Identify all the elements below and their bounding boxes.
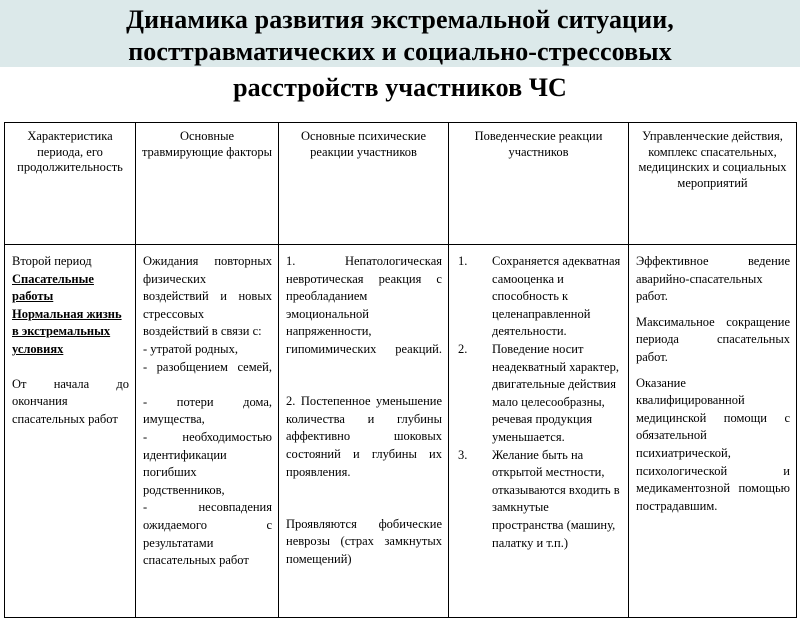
slide-title-line-1: Динамика развития экстремальной ситуации, <box>126 5 674 34</box>
traumatic-factor-item: - разобщением семей, <box>143 359 272 374</box>
column-header-traumatic-factors: Основные травмирующие факторы <box>136 123 279 245</box>
table-row <box>5 245 797 618</box>
behavioral-reaction-item <box>456 341 622 447</box>
cell-management-actions <box>629 245 797 618</box>
traumatic-factor-item: - потери дома, имущества, <box>143 394 272 427</box>
period-emphasis-normal-life-2: в экстремальных <box>12 324 111 339</box>
column-header-behavioral-reactions: Поведенческие реакции участников <box>449 123 629 245</box>
slide-title-line-2: посттравматических и социально-стрессовых <box>128 37 672 66</box>
behavioral-reaction-item <box>456 253 622 341</box>
mental-reaction-item-1: 1. Непатологическая невротическая реакция с преобладанием эмоциональной напряженности, гипомимических реакций. <box>286 254 442 356</box>
column-header-mental-reactions: Основные психические реакции участников <box>279 123 449 245</box>
management-action-item: Максимальное сокращение периода спасательных работ. <box>636 314 790 364</box>
cell-traumatic-factors <box>136 245 279 618</box>
traumatic-factor-item: - утратой родных, <box>143 341 238 356</box>
behavioral-reaction-text: Поведение носит неадекватный характер, двигательные действия мало целесообразны, речевая продукция уменьшается. <box>492 341 619 444</box>
behavioral-reaction-number: 2. <box>458 341 468 356</box>
behavioral-reaction-text: Желание быть на открытой местности, отказываются входить в замкнутые пространства (машину, палатку и т.п.) <box>492 447 620 550</box>
slide-title <box>0 0 800 104</box>
management-action-item: Эффективное ведение аварийно-спасательных работ. <box>636 254 790 304</box>
traumatic-factors-lead: Ожидания повторных физических воздействий и новых стрессовых воздействий в связи с: <box>143 254 272 339</box>
cell-behavioral-reactions <box>449 245 629 618</box>
traumatic-factor-item: - необходимостью идентификации погибших родственников, <box>143 429 272 497</box>
management-action-item: Оказание квалифицированной медицинской помощи с обязательной психиатрической, психологической и медикаментозной помощью пострадавшим. <box>636 375 790 513</box>
period-duration: От начала до окончания спасательных работ <box>12 376 129 426</box>
behavioral-reaction-text: Сохраняется адекватная самооценка и способность к целенаправленной деятельности. <box>492 254 621 339</box>
period-emphasis-normal-life-1: Нормальная жизнь <box>12 306 122 321</box>
period-emphasis-normal-life-3: условиях <box>12 341 64 356</box>
period-emphasis-rescue-works: Спасательные работы <box>12 271 94 304</box>
period-name: Второй период <box>12 254 92 268</box>
column-header-period-characteristic: Характеристика периода, его продолжительность <box>5 123 136 245</box>
mental-reaction-item-2: 2. Постепенное уменьшение количества и глубины аффективно шоковых состояний и глубины их проявления. <box>286 394 442 479</box>
behavioral-reaction-number: 3. <box>458 447 468 462</box>
mental-reaction-item-3: Проявляются фобические неврозы (страх замкнутых помещений) <box>286 516 442 566</box>
behavioral-reaction-number: 1. <box>458 254 468 268</box>
dynamics-table <box>4 122 797 618</box>
behavioral-reaction-item <box>456 447 622 553</box>
column-header-management-actions: Управленческие действия, комплекс спасательных, медицинских и социальных мероприятий <box>629 123 797 245</box>
cell-mental-reactions <box>279 245 449 618</box>
table-header-row <box>5 123 797 245</box>
traumatic-factor-item: - несовпадения ожидаемого с результатами спасательных работ <box>143 500 272 568</box>
cell-period-characteristic <box>5 245 136 618</box>
slide-title-line-3: расстройств участников ЧС <box>233 73 567 102</box>
